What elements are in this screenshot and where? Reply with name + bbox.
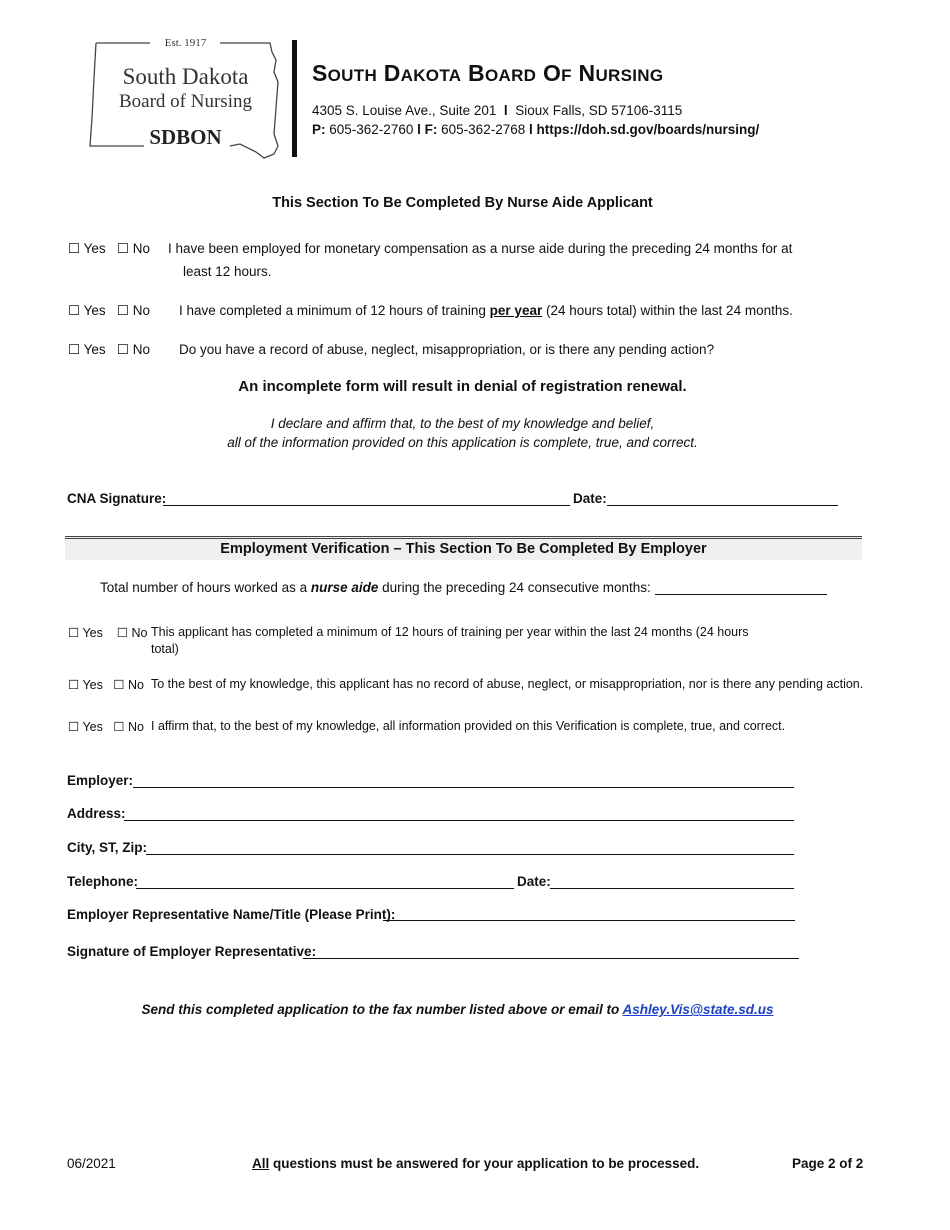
hours-text-end: during the preceding 24 consecutive months:	[378, 580, 651, 595]
cna-signature-line[interactable]	[163, 505, 570, 506]
declaration-line-1: I declare and affirm that, to the best of my knowledge and belief,	[270, 416, 655, 431]
employer-q1-text-line-2: total)	[151, 642, 179, 656]
hours-worked-line[interactable]	[655, 594, 827, 595]
incomplete-form-warning: An incomplete form will result in denial of registration renewal.	[238, 378, 687, 395]
send-instructions	[0, 1002, 915, 1017]
q2-text-start: I have completed a minimum of 12 hours of training	[179, 303, 490, 318]
employer-city-label: City, ST, Zip:	[67, 840, 147, 855]
employer-q3-no-checkbox[interactable]: ☐ No	[113, 720, 144, 734]
cna-date-label: Date:	[573, 491, 607, 506]
declaration-line-2: all of the information provided on this application is complete, true, and correct.	[227, 435, 698, 450]
employer-telephone-label: Telephone:	[67, 874, 139, 889]
applicant-q3-text: Do you have a record of abuse, neglect, misappropriation, or is there any pending action?	[179, 342, 715, 357]
employer-address-line[interactable]	[124, 820, 794, 821]
employer-address-label: Address:	[67, 806, 126, 821]
cna-signature-label: CNA Signature:	[67, 491, 167, 506]
applicant-q2-text	[179, 303, 793, 318]
applicant-q1-text-line-2: least 12 hours.	[183, 264, 272, 279]
employer-q1-options	[68, 625, 147, 640]
logo-abbreviation: SDBON	[149, 125, 222, 149]
employer-q1-yes-checkbox[interactable]: ☐ Yes	[68, 626, 103, 640]
hours-worked-prompt	[100, 580, 651, 595]
separator: l	[417, 122, 421, 137]
organization-contact	[312, 122, 759, 137]
form-revision-date: 06/2021	[67, 1156, 116, 1171]
employer-date-line[interactable]	[550, 888, 794, 889]
logo-line-2: Board of Nursing	[119, 91, 252, 112]
footer-note	[252, 1156, 699, 1171]
employer-name-label: Employer:	[67, 773, 134, 788]
employer-q2-yes-checkbox[interactable]: ☐ Yes	[68, 678, 103, 692]
separator: l	[503, 103, 508, 118]
street-address: 4305 S. Louise Ave., Suite 201	[312, 103, 497, 118]
separator: l	[529, 122, 533, 137]
employer-q3-options	[68, 719, 144, 734]
applicant-q3-no-checkbox[interactable]: ☐ No	[116, 342, 151, 357]
applicant-q3-yes-checkbox[interactable]: ☐ Yes	[68, 342, 106, 357]
city-state-zip: Sioux Falls, SD 57106-3115	[515, 103, 683, 118]
footer-all-emphasis: All	[252, 1156, 270, 1171]
logo-line-1: South Dakota	[122, 64, 249, 89]
rep-signature-label: Signature of Employer Representative:	[67, 944, 317, 959]
hours-emphasis: nurse aide	[310, 580, 379, 595]
employer-q1-no-checkbox[interactable]: ☐ No	[116, 626, 148, 640]
footer-note-text: questions must be answered for your application to be processed.	[269, 1156, 700, 1171]
applicant-q2-options	[68, 303, 150, 319]
rep-name-label: Employer Representative Name/Title (Please Print):	[67, 907, 396, 922]
page-number: Page 2 of 2	[792, 1156, 864, 1171]
applicant-q2-no-checkbox[interactable]: ☐ No	[116, 303, 151, 318]
hours-text-start: Total number of hours worked as a	[100, 580, 311, 595]
email-link[interactable]: Ashley.Vis@state.sd.us	[622, 1002, 774, 1017]
applicant-q3-options	[68, 342, 150, 358]
organization-address	[312, 103, 682, 118]
employer-telephone-line[interactable]	[136, 888, 514, 889]
applicant-q1-options	[68, 241, 150, 257]
send-text: Send this completed application to the fax number listed above or email to	[141, 1002, 623, 1017]
employer-q1-text-line-1: This applicant has completed a minimum of 12 hours of training per year within the last 24 months (24 hours	[151, 625, 749, 639]
cna-date-line[interactable]	[607, 505, 838, 506]
sdbon-logo	[88, 38, 283, 160]
applicant-q2-yes-checkbox[interactable]: ☐ Yes	[68, 303, 106, 318]
employer-section-title: Employment Verification – This Section To Be Completed By Employer	[220, 541, 707, 557]
fax-label: F:	[424, 122, 438, 137]
fax-number: 605-362-2768	[441, 122, 526, 137]
employer-q2-text: To the best of my knowledge, this applicant has no record of abuse, neglect, or misappropriation, nor is there any pending action.	[151, 677, 864, 691]
q2-emphasis: per year	[489, 303, 543, 318]
employer-q3-yes-checkbox[interactable]: ☐ Yes	[68, 720, 103, 734]
employer-city-line[interactable]	[146, 854, 794, 855]
employer-name-line[interactable]	[133, 787, 794, 788]
employer-q3-text: I affirm that, to the best of my knowledge, all information provided on this Verification is complete, true, and correct.	[151, 719, 786, 733]
rep-name-line[interactable]	[383, 920, 795, 921]
rep-signature-line[interactable]	[303, 958, 799, 959]
website-link[interactable]: https://doh.sd.gov/boards/nursing/	[536, 122, 760, 137]
phone-label: P:	[312, 122, 326, 137]
applicant-q1-yes-checkbox[interactable]: ☐ Yes	[68, 241, 106, 256]
logo-established: Est. 1917	[164, 37, 207, 49]
organization-title: SOUTH DAKOTA BOARD OF NURSING	[312, 60, 664, 86]
q2-text-end: (24 hours total) within the last 24 months.	[542, 303, 793, 318]
phone-number: 605-362-2760	[329, 122, 414, 137]
employer-q2-options	[68, 677, 144, 692]
applicant-section-title: This Section To Be Completed By Nurse Aide Applicant	[272, 195, 653, 211]
applicant-q1-no-checkbox[interactable]: ☐ No	[116, 241, 151, 256]
employer-date-label: Date:	[517, 874, 551, 889]
applicant-q1-text-line-1: I have been employed for monetary compensation as a nurse aide during the preceding 24 months for at	[168, 241, 793, 256]
employer-q2-no-checkbox[interactable]: ☐ No	[113, 678, 144, 692]
header-divider	[292, 40, 297, 157]
